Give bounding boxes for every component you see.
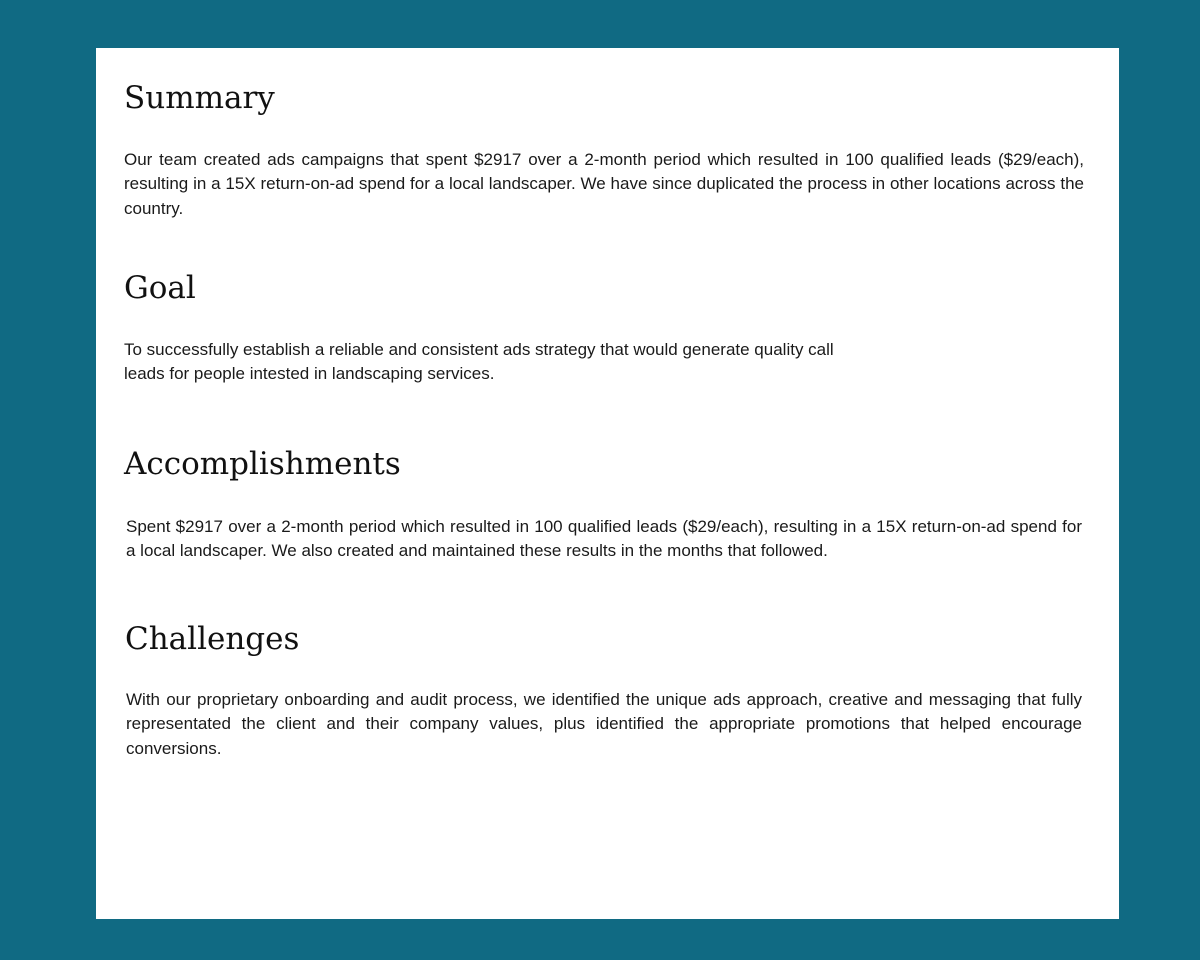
goal-heading: Goal (124, 270, 196, 306)
goal-body (124, 338, 1024, 387)
summary-heading: Summary (124, 80, 275, 116)
goal-body-line: leads for people intested in landscaping services. (124, 364, 495, 384)
summary-body: Our team created ads campaigns that spent $2917 over a 2-month period which resulted in 100 qualified leads ($29/each), resulting in a 15X return-on-ad spend for a local landscaper. We have since duplicated the process in other locations across the country. (124, 150, 1084, 218)
challenges-heading: Challenges (125, 621, 300, 657)
goal-body-line: To successfully establish a reliable and consistent ads strategy that would generate quality call (124, 340, 834, 359)
accomplishments-body: Spent $2917 over a 2-month period which resulted in 100 qualified leads ($29/each), resulting in a 15X return-on-ad spend for a local landscaper. We also created and maintained these results in the months that followed. (126, 517, 1082, 561)
document-card (96, 48, 1119, 919)
accomplishments-heading: Accomplishments (124, 446, 401, 482)
challenges-body: With our proprietary onboarding and audit process, we identified the unique ads approach, creative and messaging that fully representated the client and their company values, plus identified the appropriate promotions that helped encourage conversions. (126, 690, 1082, 758)
